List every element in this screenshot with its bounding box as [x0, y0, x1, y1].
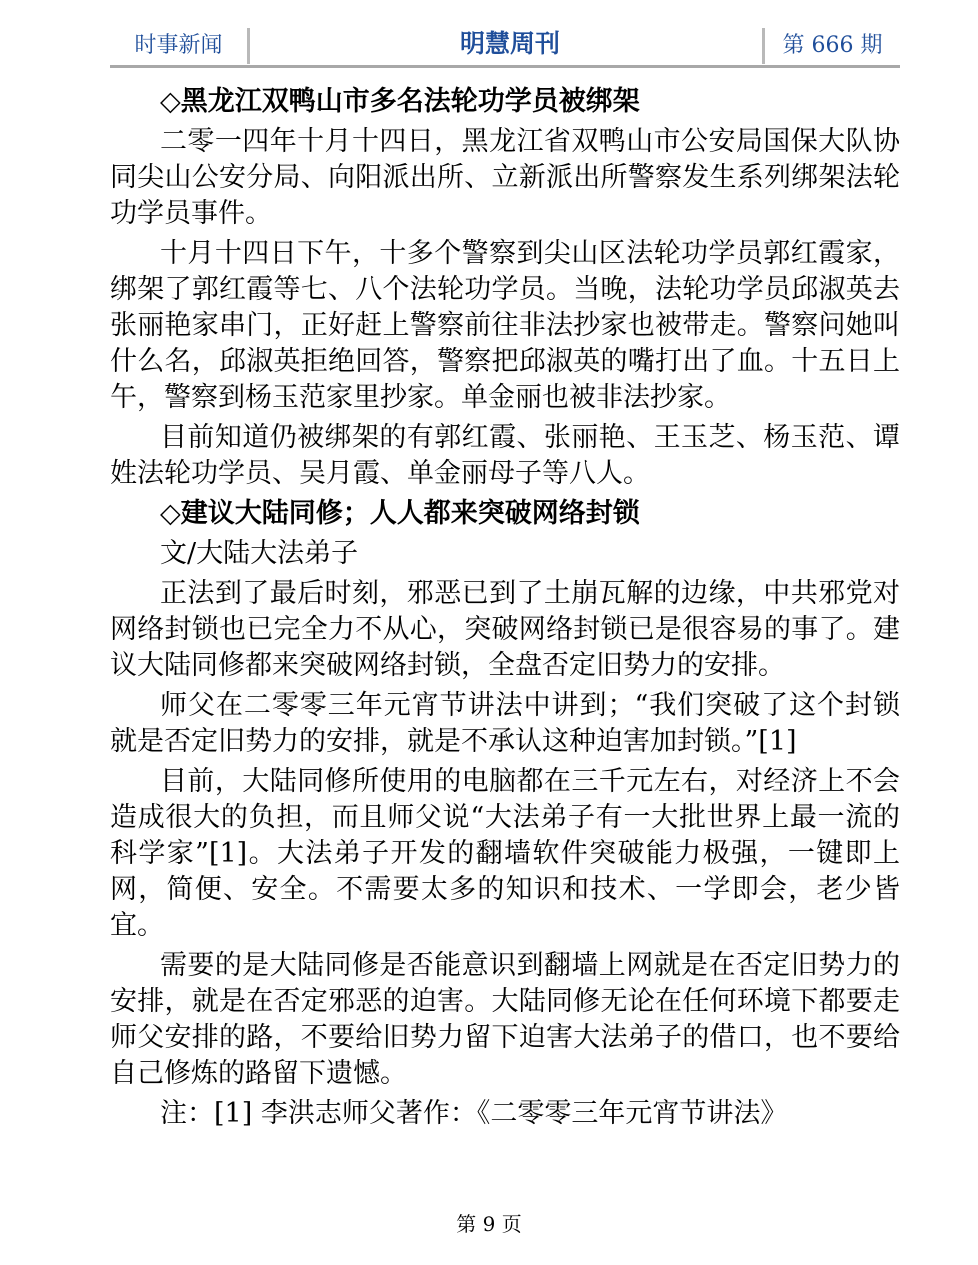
- page-header: [110, 28, 900, 68]
- article2-paragraph: 师父在二零零三年元宵节讲法中讲到；“我们突破了这个封锁就是否定旧势力的安排，就是不承认这种迫害加封锁。”[1]: [110, 690, 900, 757]
- article2-paragraph: 目前，大陆同修所使用的电脑都在三千元左右，对经济上不会造成很大的负担，而且师父说“大法弟子有一大批世界上最一流的科学家”[1]。大法弟子开发的翻墙软件突破能力极强，一键即上网，简便、安全。不需要太多的知识和技术、一学即会，老少皆宜。: [110, 766, 900, 941]
- header-divider: [110, 65, 900, 68]
- article-body: [110, 84, 900, 1136]
- article1-paragraph: 十月十四日下午，十多个警察到尖山区法轮功学员郭红霞家，绑架了郭红霞等七、八个法轮功学员。当晚，法轮功学员邱淑英去张丽艳家串门，正好赶上警察前往非法抄家也被带走。警察问她叫什么名，邱淑英拒绝回答，警察把邱淑英的嘴打出了血。十五日上午，警察到杨玉范家里抄家。单金丽也被非法抄家。: [110, 238, 900, 413]
- article2-note: 注：[1] 李洪志师父著作：《二零零三年元宵节讲法》: [160, 1098, 788, 1129]
- article1-paragraph: 二零一四年十月十四日，黑龙江省双鸭山市公安局国保大队协同尖山公安分局、向阳派出所、立新派出所警察发生系列绑架法轮功学员事件。: [110, 126, 900, 229]
- section-label: 时事新闻: [110, 28, 250, 64]
- article2-paragraph: 需要的是大陆同修是否能意识到翻墙上网就是在否定旧势力的安排，就是在否定邪恶的迫害。大陆同修无论在任何环境下都要走师父安排的路，不要给旧势力留下迫害大法弟子的借口，也不要给自己修炼的路留下遗憾。: [110, 950, 900, 1089]
- article2-paragraph: 正法到了最后时刻，邪恶已到了土崩瓦解的边缘，中共邪党对网络封锁也已完全力不从心，突破网络封锁已是很容易的事了。建议大陆同修都来突破网络封锁，全盘否定旧势力的安排。: [110, 578, 900, 681]
- article2-heading: ◇建议大陆同修；人人都来突破网络封锁: [160, 498, 640, 529]
- article1-heading: ◇黑龙江双鸭山市多名法轮功学员被绑架: [160, 86, 640, 117]
- article2-byline: 文/大陆大法弟子: [160, 538, 359, 569]
- publication-title: 明慧周刊: [459, 29, 560, 58]
- page-number: 第 9 页: [456, 1212, 522, 1236]
- article1-paragraph: 目前知道仍被绑架的有郭红霞、张丽艳、王玉芝、杨玉范、谭姓法轮功学员、吴月霞、单金丽母子等八人。: [110, 422, 900, 489]
- issue-number: 第 666 期: [762, 28, 900, 64]
